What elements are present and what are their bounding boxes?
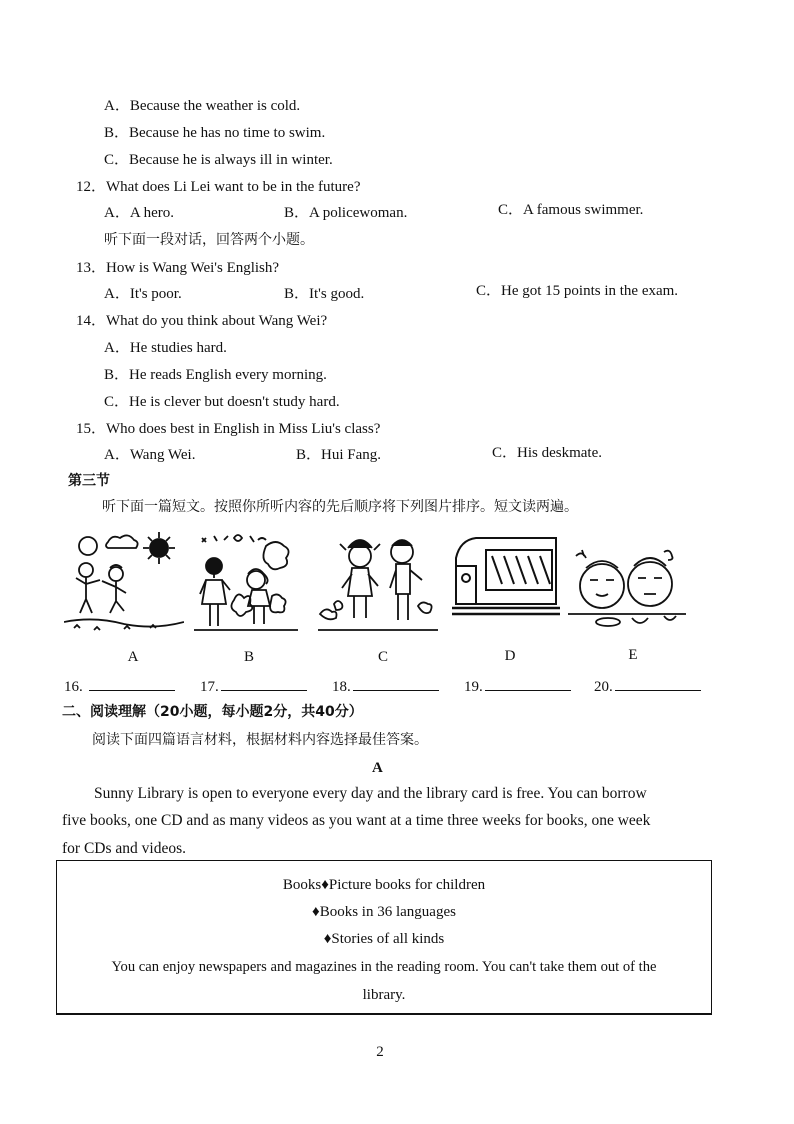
- q11-option-a: A．Because the weather is cold.: [104, 98, 301, 114]
- answer-blank-20[interactable]: [594, 676, 701, 696]
- answer-blank-18[interactable]: [332, 676, 439, 696]
- library-notice-box: [56, 860, 712, 1015]
- q14-question: 14．What do you think about Wang Wei?: [76, 313, 328, 329]
- q15-option-c: C．His deskmate.: [492, 445, 602, 461]
- q14-option-c: C．He is clever but doesn't study hard.: [104, 394, 340, 410]
- picture-b-girl-flowers: [194, 530, 298, 635]
- passage-line-1: Sunny Library is open to everyone every day and the library card is free. You can borrow: [94, 785, 647, 802]
- passage-line-2: five books, one CD and as many videos as you want at a time three weeks for books, one week: [62, 812, 651, 829]
- answer-line[interactable]: [615, 676, 701, 691]
- picture-label-e: E: [628, 647, 638, 663]
- q11-option-c: C．Because he is always ill in winter.: [104, 152, 333, 168]
- answer-blank-19[interactable]: [464, 676, 571, 696]
- q14-option-a: A．He studies hard.: [104, 340, 227, 356]
- answer-blank-16[interactable]: [64, 676, 175, 696]
- answer-line[interactable]: [485, 676, 571, 691]
- picture-label-b: B: [243, 649, 254, 665]
- answer-line[interactable]: [221, 676, 307, 691]
- passage-label: A: [372, 760, 383, 776]
- dialogue-instruction: 听下面一段对话，回答两个小题。: [104, 232, 314, 248]
- q14-option-b: B．He reads English every morning.: [104, 367, 327, 383]
- part2-title: 二、阅读理解（20小题，每小题2分，共40分）: [62, 704, 363, 720]
- picture-e-faces-eating: [568, 546, 686, 636]
- picture-c-children-ducks: [318, 534, 438, 634]
- page-number: 2: [376, 1044, 384, 1060]
- q13-option-a: A．It's poor.: [104, 286, 182, 302]
- answer-blank-label: 16.: [64, 679, 83, 695]
- answer-blank-label: 18.: [332, 679, 351, 695]
- picture-label-a: A: [127, 649, 139, 665]
- q12-option-a: A．A hero.: [104, 205, 174, 221]
- picture-d-train: [452, 536, 560, 620]
- picture-label-c: C: [377, 649, 388, 665]
- passage-line-3: for CDs and videos.: [62, 840, 186, 857]
- answer-line[interactable]: [353, 676, 439, 691]
- answer-blank-label: 17.: [200, 679, 219, 695]
- notice-line-1: Books♦Picture books for children: [282, 877, 486, 893]
- q12-option-b: B．A policewoman.: [284, 205, 408, 221]
- notice-line-2: ♦Books in 36 languages: [312, 904, 456, 920]
- part2-instruction: 阅读下面四篇语言材料，根据材料内容选择最佳答案。: [92, 732, 428, 748]
- answer-blank-17[interactable]: [200, 676, 307, 696]
- q12-question: 12．What does Li Lei want to be in the future?: [76, 179, 361, 195]
- notice-line-4: You can enjoy newspapers and magazines in the reading room. You can't take them out of the: [111, 959, 657, 975]
- q12-option-c: C．A famous swimmer.: [498, 202, 644, 218]
- q13-option-c: C．He got 15 points in the exam.: [476, 283, 679, 299]
- picture-label-d: D: [504, 648, 516, 664]
- section3-instruction: 听下面一篇短文。按照你所听内容的先后顺序将下列图片排序。短文读两遍。: [102, 499, 578, 515]
- q15-option-b: B．Hui Fang.: [296, 447, 382, 463]
- q15-option-a: A．Wang Wei.: [104, 447, 196, 463]
- answer-blank-label: 19.: [464, 679, 483, 695]
- q13-option-b: B．It's good.: [284, 286, 365, 302]
- answer-line[interactable]: [89, 676, 175, 691]
- section3-title: 第三节: [68, 473, 110, 489]
- notice-line-3: ♦Stories of all kinds: [323, 931, 445, 947]
- q11-option-b: B．Because he has no time to swim.: [104, 125, 326, 141]
- notice-line-5: library.: [362, 987, 406, 1003]
- picture-a-kids-outdoors: [64, 530, 184, 635]
- answer-blank-label: 20.: [594, 679, 613, 695]
- q13-question: 13．How is Wang Wei's English?: [76, 260, 280, 276]
- q15-question: 15．Who does best in English in Miss Liu's class?: [76, 421, 381, 437]
